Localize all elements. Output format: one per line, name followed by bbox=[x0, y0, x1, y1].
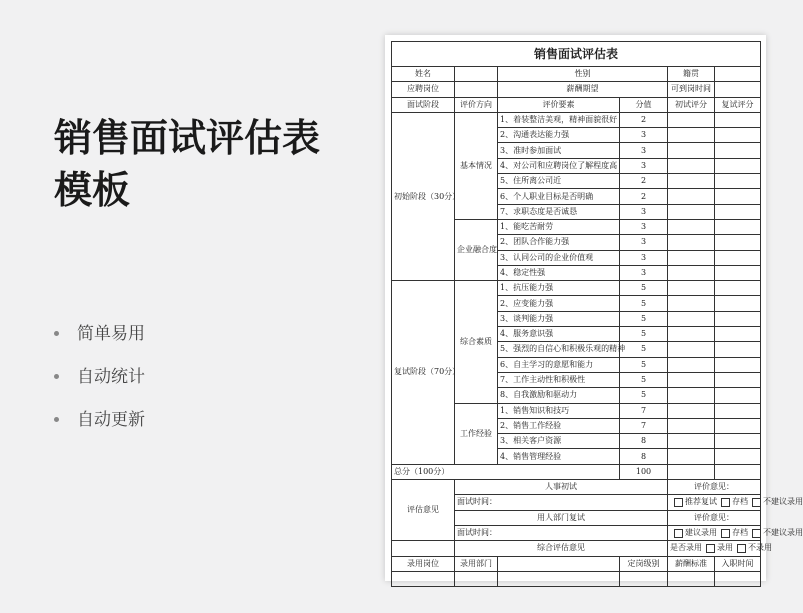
header-factor: 评价要素 bbox=[498, 97, 620, 112]
checkbox-no-hire[interactable] bbox=[737, 544, 746, 553]
second-score-cell[interactable] bbox=[715, 189, 761, 204]
score-row bbox=[392, 112, 761, 127]
factor-text: 4、销售管理经验 bbox=[498, 449, 620, 464]
first-score-cell[interactable] bbox=[668, 219, 715, 234]
factor-score: 3 bbox=[620, 143, 668, 158]
factor-text: 6、自主学习的意愿和能力 bbox=[498, 357, 620, 372]
hire-options: 是否录用 录用 不录用 bbox=[668, 541, 761, 556]
factor-score: 3 bbox=[620, 128, 668, 143]
header-stage: 面试阶段 bbox=[392, 97, 455, 112]
factor-score: 5 bbox=[620, 357, 668, 372]
footer-position: 录用岗位 bbox=[392, 556, 455, 571]
footer-level: 定岗级别 bbox=[620, 556, 668, 571]
first-score-cell[interactable] bbox=[668, 342, 715, 357]
checkbox-hire[interactable] bbox=[706, 544, 715, 553]
checkbox-archive-2[interactable] bbox=[721, 529, 730, 538]
factor-score: 3 bbox=[620, 250, 668, 265]
second-score-cell[interactable] bbox=[715, 219, 761, 234]
footer-cell[interactable] bbox=[668, 571, 715, 586]
first-score-cell[interactable] bbox=[668, 434, 715, 449]
second-score-cell[interactable] bbox=[715, 296, 761, 311]
factor-text: 4、对公司和应聘岗位了解程度高 bbox=[498, 158, 620, 173]
first-score-cell[interactable] bbox=[668, 128, 715, 143]
footer-blank[interactable] bbox=[498, 556, 620, 571]
first-score-cell[interactable] bbox=[668, 296, 715, 311]
form-title: 销售面试评估表 bbox=[392, 42, 761, 67]
label-available: 可到岗时间 bbox=[668, 82, 715, 97]
factor-score: 8 bbox=[620, 434, 668, 449]
second-score-cell[interactable] bbox=[715, 128, 761, 143]
score-rows bbox=[392, 112, 761, 464]
factor-score: 5 bbox=[620, 388, 668, 403]
factor-score: 5 bbox=[620, 372, 668, 387]
bullet-icon bbox=[54, 417, 59, 422]
overall-label: 综合评估意见 bbox=[455, 541, 668, 556]
factor-score: 3 bbox=[620, 219, 668, 234]
factor-text: 5、强烈的自信心和积极乐观的精神 bbox=[498, 342, 620, 357]
label-gender: 性别 bbox=[498, 67, 668, 82]
factor-text: 2、沟通表达能力强 bbox=[498, 128, 620, 143]
factor-text: 1、着装整洁美观，精神面貌很好 bbox=[498, 112, 620, 127]
total-value: 100 bbox=[620, 464, 668, 479]
stage-label: 复试阶段（70分） bbox=[392, 281, 455, 465]
second-score-cell[interactable] bbox=[715, 357, 761, 372]
value-origin[interactable] bbox=[715, 67, 761, 82]
feature-item: 简单易用 bbox=[54, 312, 145, 355]
factor-score: 5 bbox=[620, 296, 668, 311]
first-score-cell[interactable] bbox=[668, 311, 715, 326]
total-second[interactable] bbox=[715, 464, 761, 479]
value-name[interactable] bbox=[455, 67, 498, 82]
value-available[interactable] bbox=[715, 82, 761, 97]
second-score-cell[interactable] bbox=[715, 403, 761, 418]
factor-score: 7 bbox=[620, 418, 668, 433]
factor-text: 2、团队合作能力强 bbox=[498, 235, 620, 250]
footer-cell[interactable] bbox=[715, 571, 761, 586]
score-row bbox=[392, 281, 761, 296]
first-score-cell[interactable] bbox=[668, 281, 715, 296]
factor-score: 5 bbox=[620, 311, 668, 326]
first-score-cell[interactable] bbox=[668, 189, 715, 204]
factor-text: 8、自我激励和驱动力 bbox=[498, 388, 620, 403]
factor-score: 2 bbox=[620, 174, 668, 189]
first-score-cell[interactable] bbox=[668, 372, 715, 387]
checkbox-recommend[interactable] bbox=[674, 498, 683, 507]
first-score-cell[interactable] bbox=[668, 112, 715, 127]
first-score-cell[interactable] bbox=[668, 403, 715, 418]
factor-score: 5 bbox=[620, 342, 668, 357]
direction-label: 工作经验 bbox=[455, 403, 498, 464]
first-score-cell[interactable] bbox=[668, 388, 715, 403]
overall-blank bbox=[392, 541, 455, 556]
label-salary: 薪酬期望 bbox=[498, 82, 668, 97]
factor-score: 8 bbox=[620, 449, 668, 464]
first-options: 推荐复试 存档 不建议录用 bbox=[668, 495, 761, 510]
factor-score: 2 bbox=[620, 112, 668, 127]
factor-text: 6、个人职业目标是否明确 bbox=[498, 189, 620, 204]
factor-text: 3、相关客户资源 bbox=[498, 434, 620, 449]
factor-text: 3、准时参加面试 bbox=[498, 143, 620, 158]
evaluation-form bbox=[391, 41, 803, 587]
direction-label: 基本情况 bbox=[455, 112, 498, 219]
second-score-cell[interactable] bbox=[715, 434, 761, 449]
total-label: 总分（100分） bbox=[392, 464, 620, 479]
title-line: 销售面试评估表 bbox=[54, 116, 321, 160]
footer-salary: 薪酬标准 bbox=[668, 556, 715, 571]
total-first[interactable] bbox=[668, 464, 715, 479]
checkbox-not-recommend-2[interactable] bbox=[752, 529, 761, 538]
first-score-cell[interactable] bbox=[668, 418, 715, 433]
header-direction: 评价方向 bbox=[455, 97, 498, 112]
bullet-icon bbox=[54, 374, 59, 379]
hr-first-label: 人事初试 bbox=[455, 480, 668, 495]
feature-item: 自动更新 bbox=[54, 398, 145, 441]
second-score-cell[interactable] bbox=[715, 265, 761, 280]
label-origin: 籍贯 bbox=[668, 67, 715, 82]
second-score-cell[interactable] bbox=[715, 311, 761, 326]
factor-text: 3、认同公司的企业价值观 bbox=[498, 250, 620, 265]
second-score-cell[interactable] bbox=[715, 449, 761, 464]
bullet-icon bbox=[54, 331, 59, 336]
opinion-label-2: 评价意见： bbox=[668, 510, 761, 525]
feature-item: 自动统计 bbox=[54, 355, 145, 398]
form-preview bbox=[385, 35, 803, 581]
first-score-cell[interactable] bbox=[668, 449, 715, 464]
first-score-cell[interactable] bbox=[668, 235, 715, 250]
factor-text: 3、谈判能力强 bbox=[498, 311, 620, 326]
footer-cell[interactable] bbox=[392, 571, 455, 586]
factor-score: 3 bbox=[620, 265, 668, 280]
second-score-cell[interactable] bbox=[715, 418, 761, 433]
second-score-cell[interactable] bbox=[715, 204, 761, 219]
factor-text: 1、能吃苦耐劳 bbox=[498, 219, 620, 234]
factor-score: 3 bbox=[620, 204, 668, 219]
checkbox-recommend-hire[interactable] bbox=[674, 529, 683, 538]
header-score: 分值 bbox=[620, 97, 668, 112]
factor-text: 4、服务意识强 bbox=[498, 327, 620, 342]
factor-score: 5 bbox=[620, 281, 668, 296]
header-first-score: 初试评分 bbox=[668, 97, 715, 112]
dept-re-label: 用人部门复试 bbox=[455, 510, 668, 525]
second-options: 建议录用 存档 不建议录用 bbox=[668, 525, 761, 540]
footer-cell[interactable] bbox=[620, 571, 668, 586]
first-score-cell[interactable] bbox=[668, 357, 715, 372]
factor-text: 2、应变能力强 bbox=[498, 296, 620, 311]
label-name: 姓名 bbox=[392, 67, 455, 82]
second-score-cell[interactable] bbox=[715, 342, 761, 357]
value-position[interactable] bbox=[455, 82, 498, 97]
title-line: 模板 bbox=[54, 168, 131, 212]
first-score-cell[interactable] bbox=[668, 265, 715, 280]
footer-cell[interactable] bbox=[455, 571, 498, 586]
factor-score: 5 bbox=[620, 327, 668, 342]
interview-time[interactable]: 面试时间： bbox=[455, 495, 668, 510]
eval-label: 评估意见 bbox=[392, 480, 455, 541]
factor-text: 2、销售工作经验 bbox=[498, 418, 620, 433]
factor-text: 7、求职态度是否诚恳 bbox=[498, 204, 620, 219]
second-score-cell[interactable] bbox=[715, 250, 761, 265]
feature-list bbox=[54, 312, 145, 441]
footer-start: 入职时间 bbox=[715, 556, 761, 571]
second-score-cell[interactable] bbox=[715, 281, 761, 296]
first-score-cell[interactable] bbox=[668, 250, 715, 265]
second-score-cell[interactable] bbox=[715, 372, 761, 387]
second-score-cell[interactable] bbox=[715, 388, 761, 403]
factor-score: 2 bbox=[620, 189, 668, 204]
page-title bbox=[54, 112, 374, 216]
second-score-cell[interactable] bbox=[715, 158, 761, 173]
factor-text: 4、稳定性强 bbox=[498, 265, 620, 280]
opinion-label: 评价意见： bbox=[668, 480, 761, 495]
checkbox-not-recommend[interactable] bbox=[752, 498, 761, 507]
first-score-cell[interactable] bbox=[668, 174, 715, 189]
factor-text: 1、抗压能力强 bbox=[498, 281, 620, 296]
factor-score: 3 bbox=[620, 158, 668, 173]
factor-text: 1、销售知识和技巧 bbox=[498, 403, 620, 418]
factor-score: 7 bbox=[620, 403, 668, 418]
first-score-cell[interactable] bbox=[668, 327, 715, 342]
first-score-cell[interactable] bbox=[668, 158, 715, 173]
second-score-cell[interactable] bbox=[715, 174, 761, 189]
stage-label: 初始阶段（30分） bbox=[392, 112, 455, 280]
factor-score: 3 bbox=[620, 235, 668, 250]
direction-label: 企业融合度 bbox=[455, 219, 498, 280]
header-second-score: 复试评分 bbox=[715, 97, 761, 112]
direction-label: 综合素质 bbox=[455, 281, 498, 403]
checkbox-archive[interactable] bbox=[721, 498, 730, 507]
second-score-cell[interactable] bbox=[715, 143, 761, 158]
label-position: 应聘岗位 bbox=[392, 82, 455, 97]
footer-dept: 录用部门 bbox=[455, 556, 498, 571]
first-score-cell[interactable] bbox=[668, 204, 715, 219]
first-score-cell[interactable] bbox=[668, 143, 715, 158]
footer-cell[interactable] bbox=[498, 571, 620, 586]
second-score-cell[interactable] bbox=[715, 235, 761, 250]
factor-text: 5、住所离公司近 bbox=[498, 174, 620, 189]
second-score-cell[interactable] bbox=[715, 327, 761, 342]
interview-time-2[interactable]: 面试时间： bbox=[455, 525, 668, 540]
second-score-cell[interactable] bbox=[715, 112, 761, 127]
factor-text: 7、工作主动性和积极性 bbox=[498, 372, 620, 387]
